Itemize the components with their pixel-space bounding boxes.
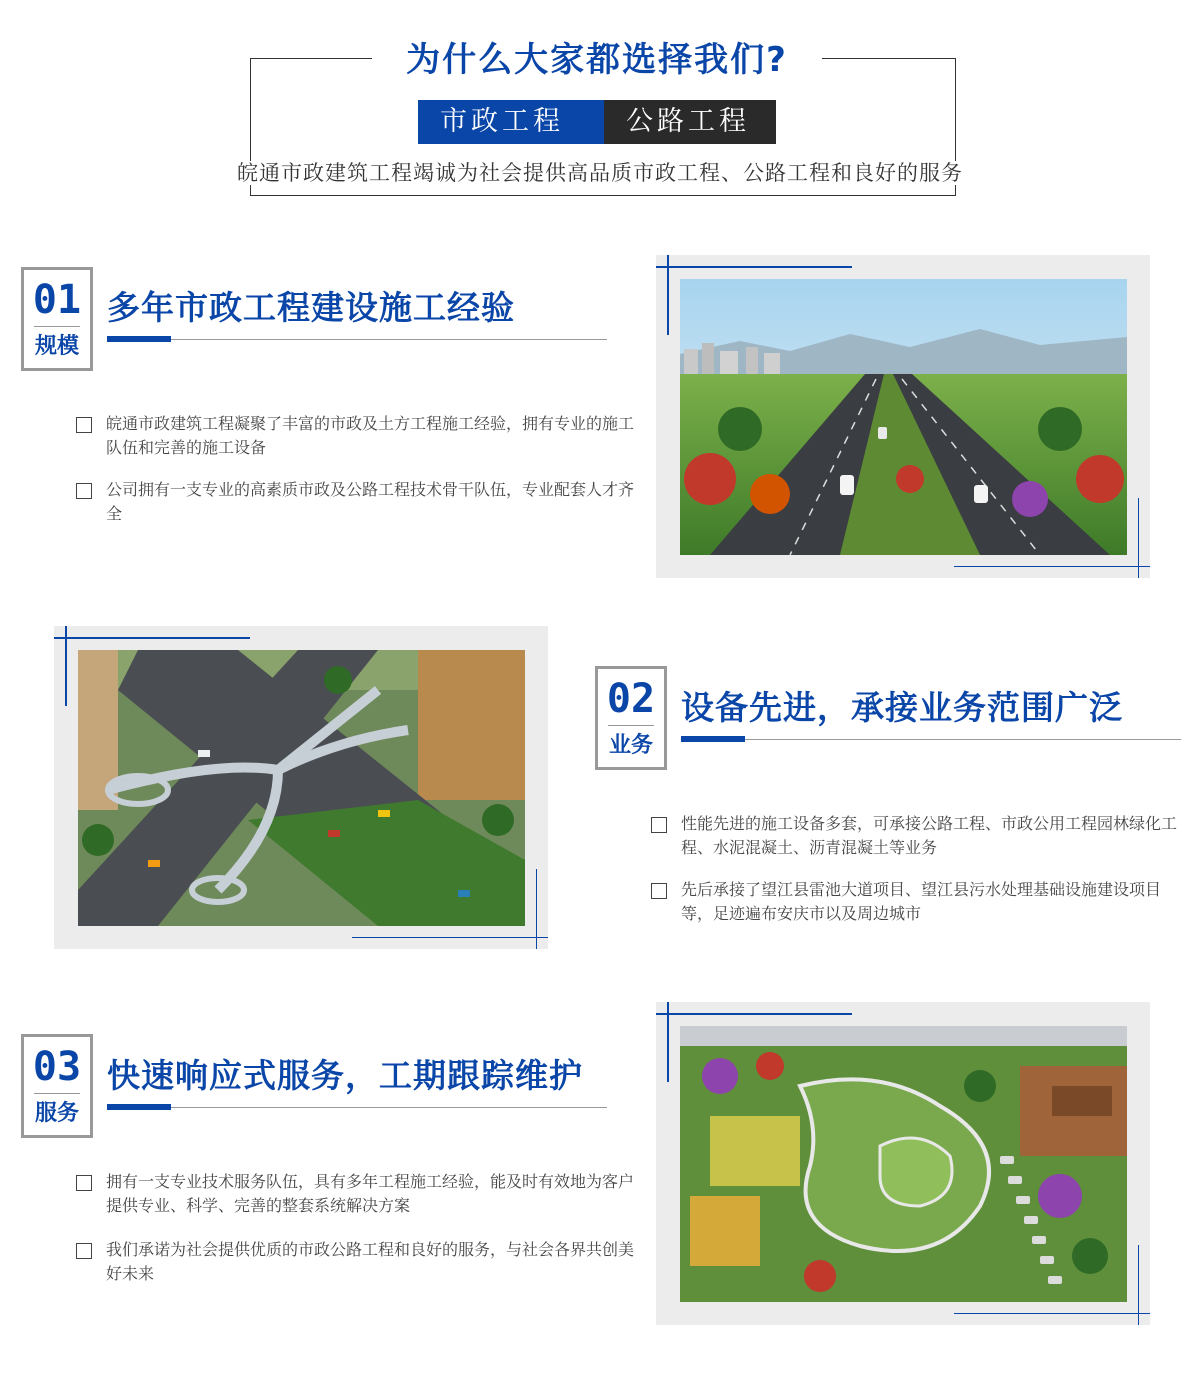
roof-garden-photo-icon (680, 1026, 1127, 1302)
checkbox-icon (76, 417, 92, 433)
roof-garden-photo (680, 1026, 1127, 1302)
checkbox-icon (651, 883, 667, 899)
section-2-number: 02 (606, 676, 656, 722)
section-2-bullet-2: 先后承接了望江县雷池大道项目、望江县污水处理基础设施建设项目等，足迹遍布安庆市以及周边城市 (651, 878, 1181, 926)
section-1-title-bar (107, 336, 171, 342)
card-corner-mark (536, 869, 538, 949)
header-frame-line-right (822, 58, 956, 59)
overpass-photo-icon (78, 650, 525, 926)
section-1-number-box (21, 267, 93, 371)
checkbox-icon (76, 1175, 92, 1191)
section-3-image-card (656, 1002, 1150, 1325)
header-subtitle-text: 皖通市政建筑工程竭诚为社会提供高品质市政工程、公路工程和良好的服务 (219, 161, 981, 185)
section-1-bullet-2: 公司拥有一支专业的高素质市政及公路工程技术骨干队伍，专业配套人才齐全 (76, 478, 638, 526)
section-3-tag: 服务 (34, 1101, 79, 1126)
section-3-bullet-1: 拥有一支专业技术服务队伍，具有多年工程施工经验，能及时有效地为客户提供专业、科学、完善的整套系统解决方案 (76, 1170, 638, 1218)
section-2-number-box (595, 666, 667, 770)
card-corner-mark (954, 566, 1150, 568)
section-1-bullet-1: 皖通市政建筑工程凝聚了丰富的市政及土方工程施工经验，拥有专业的施工队伍和完善的施工设备 (76, 412, 638, 460)
section-1-number: 01 (32, 277, 82, 323)
card-corner-mark (954, 1313, 1150, 1315)
section-3-title-bar (107, 1104, 171, 1110)
card-corner-mark (667, 1002, 669, 1082)
header-frame-line-left (250, 58, 372, 59)
section-3-title-line (107, 1107, 607, 1108)
card-corner-mark (656, 1013, 852, 1015)
section-1-tag: 规模 (34, 334, 79, 359)
checkbox-icon (76, 1243, 92, 1259)
section-3-title: 快速响应式服务，工期跟踪维护 (107, 1056, 583, 1095)
checkbox-icon (76, 483, 92, 499)
section-2-tag: 业务 (608, 733, 653, 758)
card-corner-mark (667, 255, 669, 335)
section-3-number: 03 (32, 1044, 82, 1090)
highway-photo (680, 279, 1127, 555)
checkbox-icon (651, 817, 667, 833)
section-2-title: 设备先进，承接业务范围广泛 (681, 688, 1123, 727)
highway-photo-icon (680, 279, 1127, 555)
overpass-photo (78, 650, 525, 926)
section-3-number-box (21, 1034, 93, 1138)
section-1-title-line (107, 339, 607, 340)
section-2-title-bar (681, 736, 745, 742)
section-1-image-card (656, 255, 1150, 578)
header-tabs (418, 100, 776, 144)
tab-highway[interactable]: 公路工程 (604, 100, 776, 144)
card-corner-mark (352, 937, 548, 939)
page-title: 为什么大家都选择我们? (372, 38, 822, 82)
card-corner-mark (656, 266, 852, 268)
card-corner-mark (1138, 1245, 1140, 1325)
section-2-image-card (54, 626, 548, 949)
section-2-bullet-1: 性能先进的施工设备多套，可承接公路工程、市政公用工程园林绿化工程、水泥混凝土、沥青混凝土等业务 (651, 812, 1181, 860)
section-2-title-line (681, 739, 1181, 740)
section-1-title: 多年市政工程建设施工经验 (107, 288, 515, 327)
card-corner-mark (54, 637, 250, 639)
tab-municipal[interactable]: 市政工程 (418, 100, 604, 144)
header-subtitle (150, 157, 1050, 187)
card-corner-mark (65, 626, 67, 706)
section-3-bullet-2: 我们承诺为社会提供优质的市政公路工程和良好的服务，与社会各界共创美好未来 (76, 1238, 638, 1286)
card-corner-mark (1138, 498, 1140, 578)
